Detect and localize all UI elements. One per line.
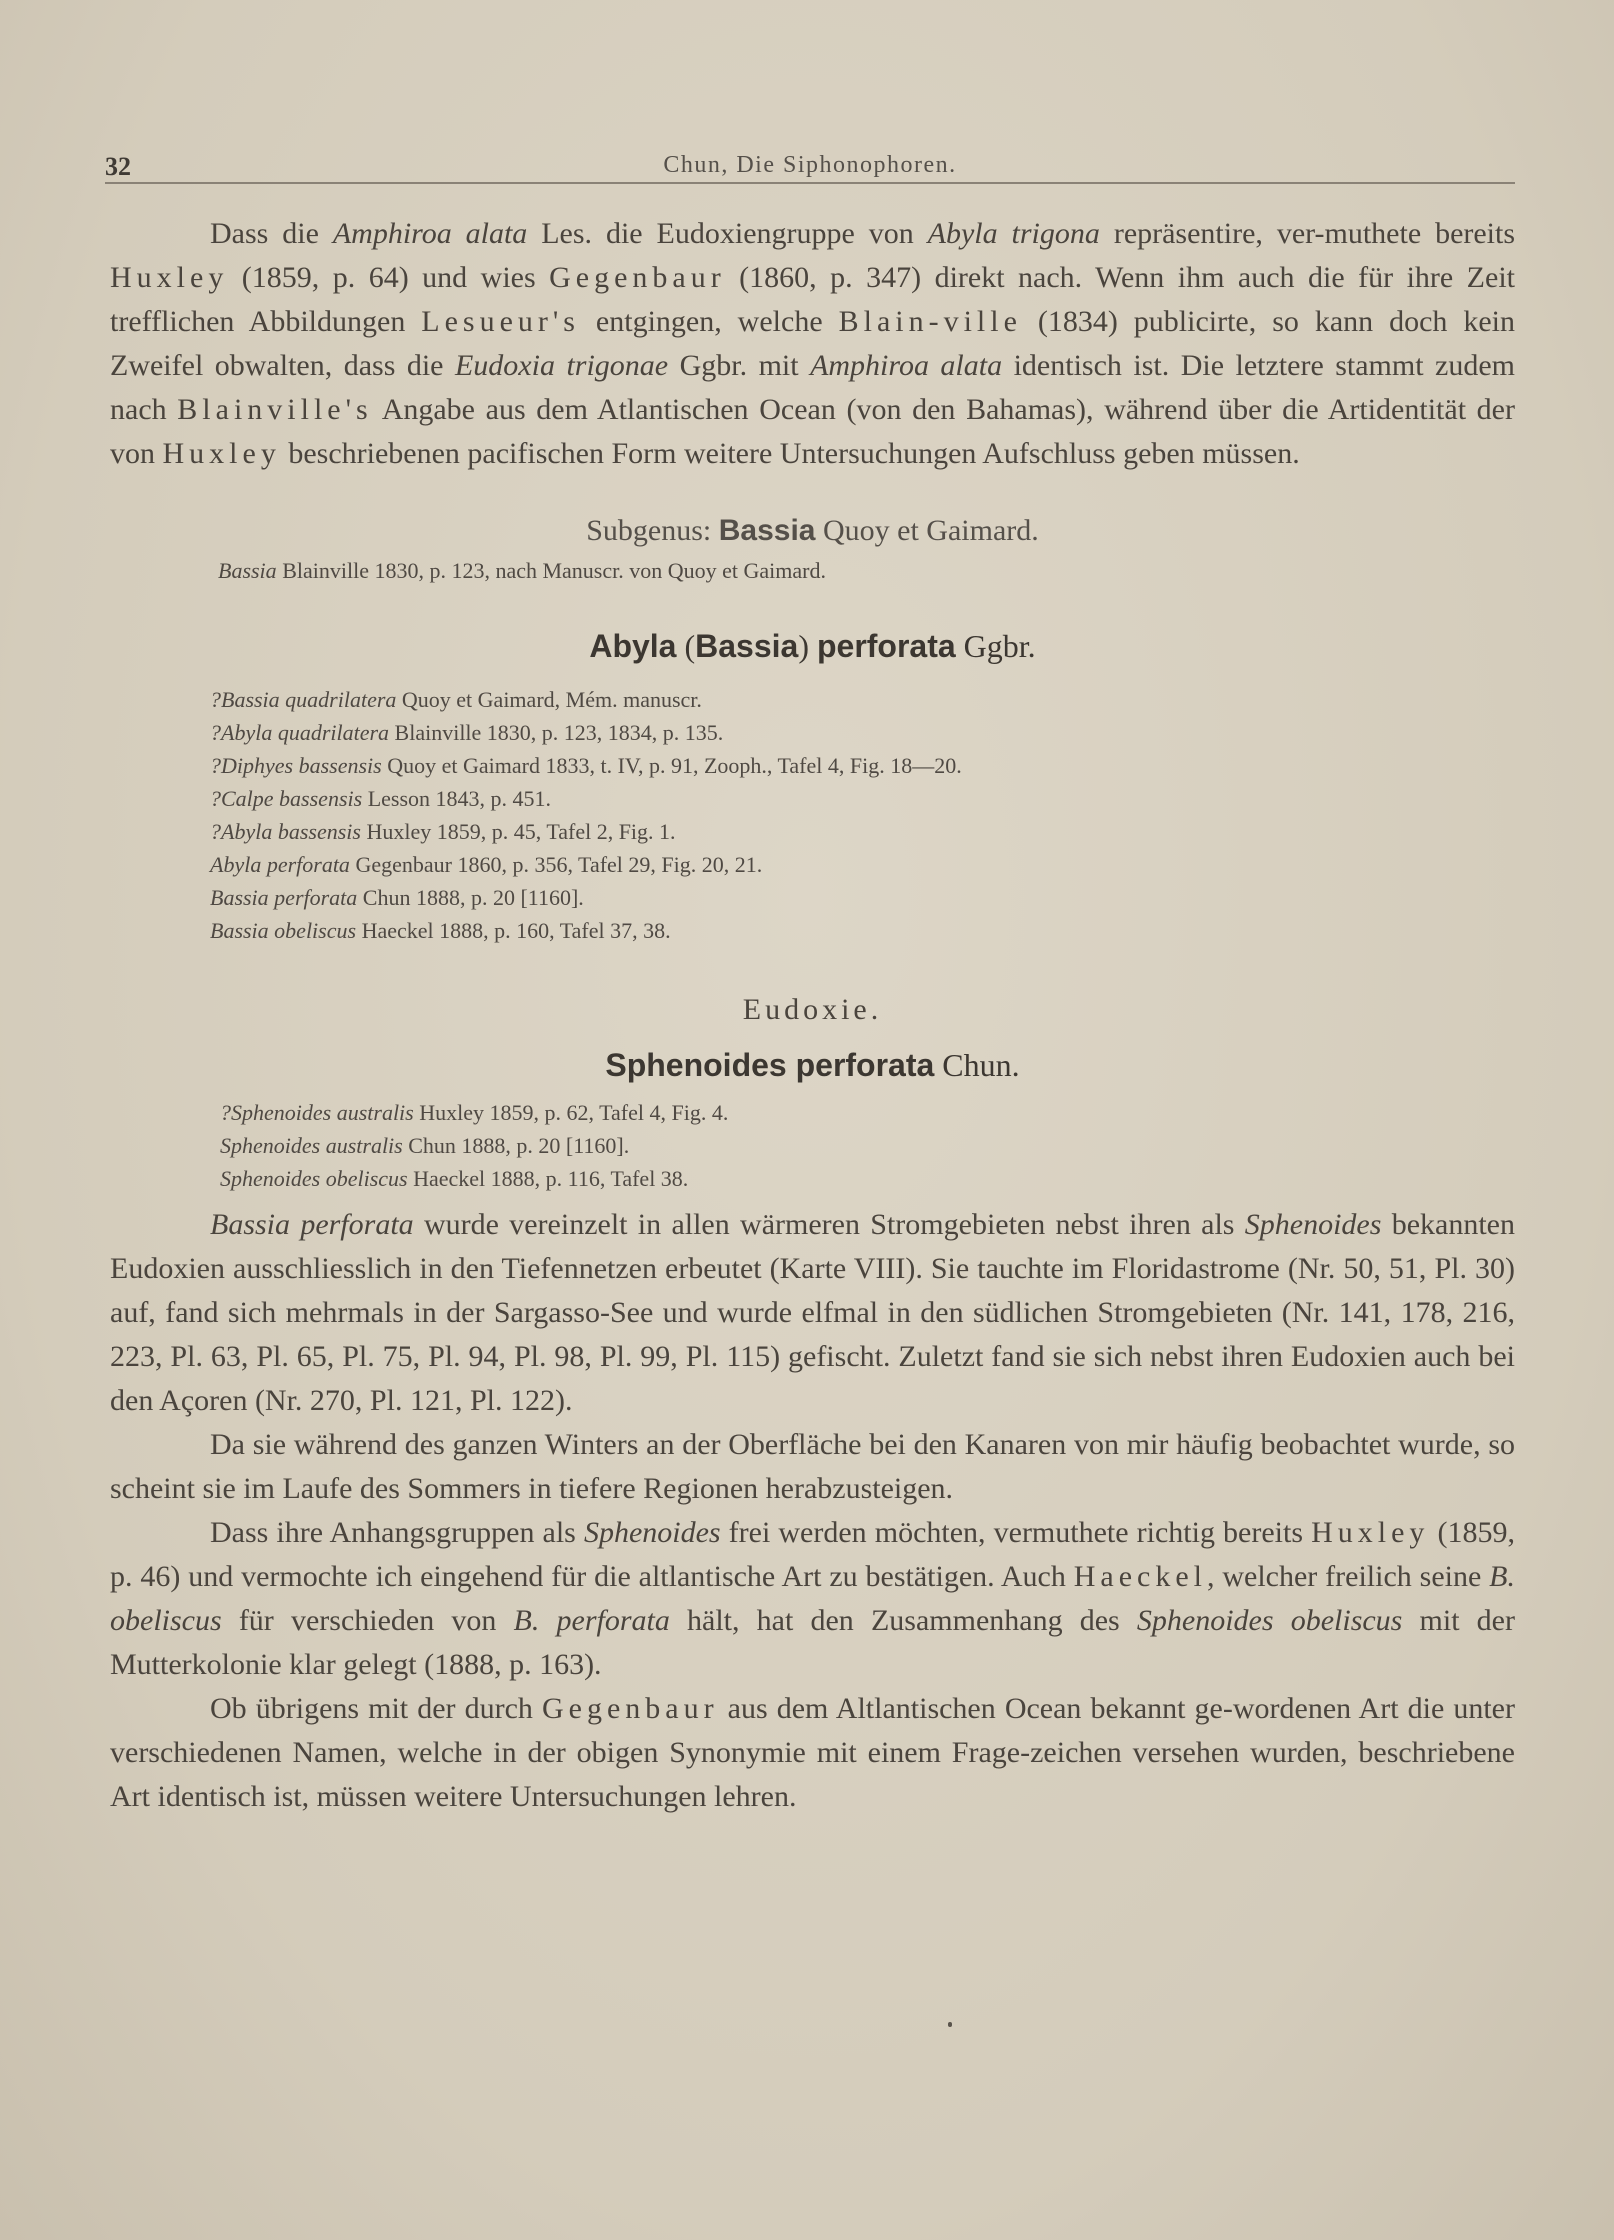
synonymy-list-abyla	[110, 683, 1515, 947]
canaries-paragraph: Da sie während des ganzen Winters an der Oberfläche bei den Kanaren von mir häufig beobachtet wurde, so scheint sie im Laufe des Sommers in tiefere Regionen herabzusteigen.	[110, 1428, 1515, 1505]
subgenus-heading: Subgenus: Bassia Quoy et Gaimard.	[586, 514, 1039, 547]
appendage-paragraph: Dass ihre Anhangsgruppen als Sphenoides frei werden möchten, vermuthete richtig bereits Huxley (1859, p. 46) und vermochte ich eingehend für die altlantische Art zu bestätigen. Auch Haeckel, welcher freilich seine B. obeliscus für verschieden von B. perforata hält, hat den Zusammenhang des Sphenoides obeliscus mit der Mutterkolonie klar gelegt (1888, p. 163).	[110, 1516, 1515, 1681]
intro-paragraph: Dass die Amphiroa alata Les. die Eudoxiengruppe von Abyla trigona repräsentire, ver-muthete bereits Huxley (1859, p. 64) und wies Gegenbaur (1860, p. 347) direkt nach. Wenn ihm auch die für ihre Zeit trefflichen Abbildungen Lesueur's entgingen, welche Blain-ville (1834) publicirte, so kann doch kein Zweifel obwalten, dass die Eudoxia trigonae Ggbr. mit Amphiroa alata identisch ist. Die letztere stammt zudem nach Blainville's Angabe aus dem Atlantischen Ocean (von den Bahamas), während über die Artidentität der von Huxley beschriebenen pacifischen Form weitere Untersuchungen Aufschluss geben müssen.	[110, 217, 1516, 470]
subgenus-reference: Bassia Blainville 1830, p. 123, nach Manuscr. von Quoy et Gaimard.	[218, 558, 826, 583]
synonym-entry: Bassia perforata Chun 1888, p. 20 [1160].	[210, 885, 584, 910]
page-header	[105, 152, 1515, 184]
synonym-entry: Sphenoides obeliscus Haeckel 1888, p. 116, Tafel 38.	[220, 1166, 689, 1191]
ink-speck	[948, 2022, 952, 2027]
species-heading-sphenoides-perforata: Sphenoides perforata Chun.	[605, 1047, 1020, 1083]
eudoxie-heading: Eudoxie.	[742, 993, 883, 1026]
synonym-entry: Bassia obeliscus Haeckel 1888, p. 160, Tafel 37, 38.	[210, 918, 671, 943]
closing-paragraph: Ob übrigens mit der durch Gegenbaur aus dem Altlantischen Ocean bekannt ge-wordenen Art die unter verschiedenen Namen, welche in der obigen Synonymie mit einem Frage-zeichen versehen wurden, beschriebene Art identisch ist, müssen weitere Untersuchungen lehren.	[110, 1692, 1515, 1813]
synonym-entry: ?Abyla bassensis Huxley 1859, p. 45, Tafel 2, Fig. 1.	[210, 819, 676, 844]
synonymy-list-sphenoides	[110, 1096, 1515, 1195]
synonym-entry: Sphenoides australis Chun 1888, p. 20 [1160].	[220, 1133, 630, 1158]
page-body	[110, 212, 1515, 1819]
page-number: 32	[105, 152, 131, 181]
species-heading-abyla-perforata: Abyla (Bassia) perforata Ggbr.	[589, 628, 1036, 664]
synonym-entry: ?Bassia quadrilatera Quoy et Gaimard, Mém. manuscr.	[210, 687, 702, 712]
running-title: Chun, Die Siphonophoren.	[663, 152, 957, 178]
synonym-entry: ?Calpe bassensis Lesson 1843, p. 451.	[210, 786, 552, 811]
synonym-entry: ?Sphenoides australis Huxley 1859, p. 62, Tafel 4, Fig. 4.	[220, 1100, 729, 1125]
synonym-entry: Abyla perforata Gegenbaur 1860, p. 356, Tafel 29, Fig. 20, 21.	[210, 852, 763, 877]
synonym-entry: ?Abyla quadrilatera Blainville 1830, p. 123, 1834, p. 135.	[210, 720, 724, 745]
synonym-entry: ?Diphyes bassensis Quoy et Gaimard 1833, t. IV, p. 91, Zooph., Tafel 4, Fig. 18—20.	[210, 753, 962, 778]
distribution-paragraph: Bassia perforata wurde vereinzelt in allen wärmeren Stromgebieten nebst ihren als Sphenoides bekannten Eudoxien ausschliesslich in den Tiefennetzen erbeutet (Karte VIII). Sie tauchte im Floridastrome (Nr. 50, 51, Pl. 30) auf, fand sich mehrmals in der Sargasso-See und wurde elfmal in den südlichen Stromgebieten (Nr. 141, 178, 216, 223, Pl. 63, Pl. 65, Pl. 75, Pl. 94, Pl. 98, Pl. 99, Pl. 115) gefischt. Zuletzt fand sie sich nebst ihren Eudoxien auch bei den Açoren (Nr. 270, Pl. 121, Pl. 122).	[110, 1208, 1515, 1417]
